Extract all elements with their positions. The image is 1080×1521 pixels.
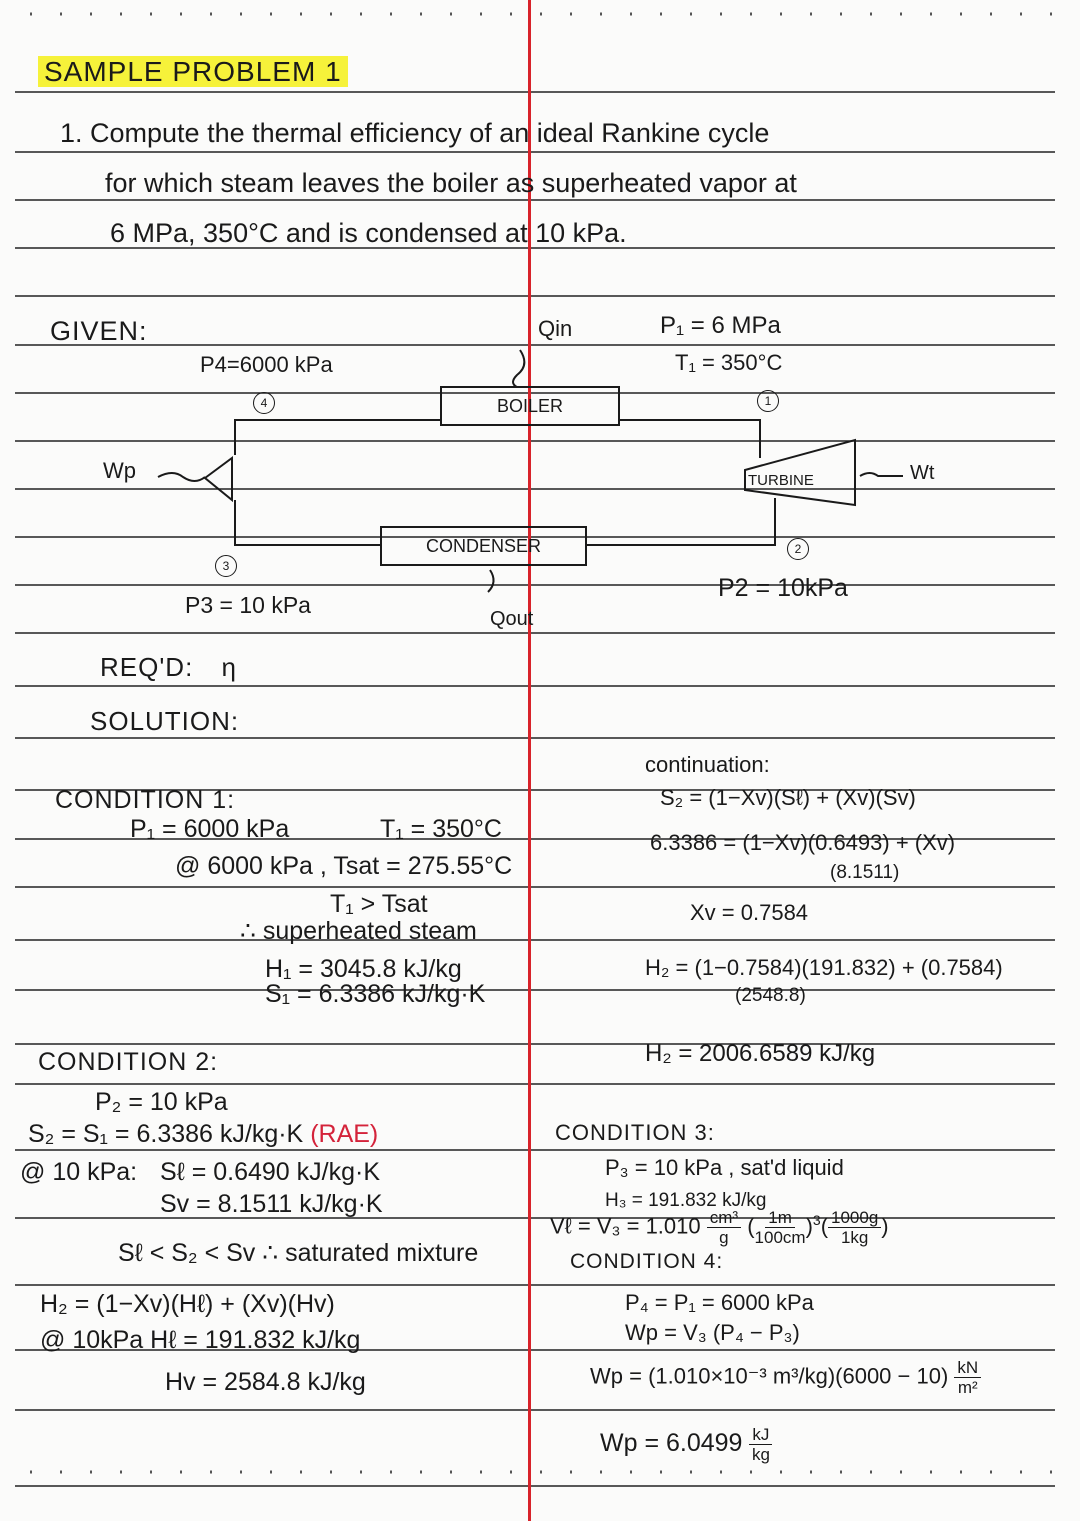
condition-4-wp-substitution: Wp = (1.010×10⁻³ m³/kg)(6000 − 10) $\frac{kN}{\text{m²}}$	[590, 1358, 981, 1397]
qin-label: Qin	[538, 316, 573, 341]
continuation-h2-substitution: H₂ = (1−0.7584)(191.832) + (0.7584)	[645, 955, 1003, 980]
condition-1-t1: T₁ = 350°C	[380, 815, 502, 843]
condition-1-heading: CONDITION 1:	[55, 786, 236, 814]
condition-2-h2-formula: H₂ = (1−Xv)(Hℓ) + (Xv)(Hv)	[40, 1290, 335, 1318]
condition-1-h1: H₁ = 3045.8 kJ/kg	[265, 955, 462, 983]
condition-3-heading: CONDITION 3:	[555, 1120, 715, 1145]
reqd-label: REQ'D: η	[100, 652, 238, 682]
condition-1-s1: S₁ = 6.3386 kJ/kg·K	[265, 980, 486, 1008]
condition-2-s2: S₂ = S₁ = 6.3386 kJ/kg·K (RAE)	[28, 1120, 379, 1148]
pump-shape	[205, 458, 232, 500]
problem-line-1: 1. Compute the thermal efficiency of an ideal Rankine cycle	[60, 118, 770, 148]
condition-1-conclusion: ∴ superheated steam	[240, 917, 477, 945]
state-1-marker: 1	[757, 390, 779, 412]
state-3-marker: 3	[215, 555, 237, 577]
page-title: SAMPLE PROBLEM 1	[38, 56, 348, 88]
condition-2-at-10kpa: @ 10 kPa:	[20, 1158, 138, 1186]
p4-label: P4=6000 kPa	[200, 352, 333, 377]
continuation-heading: continuation:	[645, 752, 770, 777]
given-label: GIVEN:	[50, 316, 148, 346]
continuation-xv: Xv = 0.7584	[690, 900, 809, 925]
condition-1-compare: T₁ > Tsat	[330, 890, 428, 918]
condition-4-p4: P₄ = P₁ = 6000 kPa	[625, 1290, 814, 1315]
qout-label: Qout	[490, 608, 534, 630]
state-4-marker: 4	[253, 392, 275, 414]
turbine-label: TURBINE	[748, 472, 814, 489]
problem-line-3: 6 MPa, 350°C and is condensed at 10 kPa.	[110, 218, 627, 248]
condition-3-v3: Vℓ = V₃ = 1.010 $\frac{\text{cm³}}{g}$ ( $\frac{1m}{100cm}$ )$^3$( $\frac{1000g}{1kg}$ )	[550, 1208, 889, 1247]
condition-4-heading: CONDITION 4:	[570, 1250, 724, 1273]
condition-2-sl: Sℓ = 0.6490 kJ/kg·K	[160, 1158, 381, 1186]
wp-label: Wp	[103, 458, 136, 483]
condition-2-p2: P₂ = 10 kPa	[95, 1088, 228, 1116]
solution-label: SOLUTION:	[90, 706, 240, 736]
condition-2-hv: Hv = 2584.8 kJ/kg	[165, 1368, 366, 1396]
condenser-box: CONDENSER	[380, 526, 587, 566]
continuation-h2-result: H₂ = 2006.6589 kJ/kg	[645, 1040, 876, 1067]
condition-3-p3: P₃ = 10 kPa , sat'd liquid	[605, 1155, 844, 1180]
p1-label: P₁ = 6 MPa	[660, 312, 781, 339]
wt-label: Wt	[910, 462, 935, 484]
condition-2-compare: Sℓ < S₂ < Sv ∴ saturated mixture	[118, 1239, 479, 1267]
continuation-s2-formula: S₂ = (1−Xv)(Sℓ) + (Xv)(Sv)	[660, 785, 916, 810]
condition-1-p1: P₁ = 6000 kPa	[130, 815, 290, 843]
t1-label: T₁ = 350°C	[675, 350, 783, 375]
state-2-marker: 2	[787, 538, 809, 560]
condition-3-h3: H₃ = 191.832 kJ/kg	[605, 1190, 767, 1211]
continuation-s2-substitution: 6.3386 = (1−Xv)(0.6493) + (Xv)	[650, 830, 956, 855]
continuation-h2-substitution-hv: (2548.8)	[735, 985, 806, 1006]
problem-line-2: for which steam leaves the boiler as superheated vapor at	[105, 168, 797, 198]
condition-4-wp-result: Wp = 6.0499 $\frac{kJ}{kg}$	[600, 1425, 772, 1464]
condition-4-wp-formula: Wp = V₃ (P₄ − P₃)	[625, 1320, 800, 1345]
condition-1-tsat: @ 6000 kPa , Tsat = 275.55°C	[175, 852, 513, 880]
continuation-s2-substitution-sv: (8.1511)	[830, 862, 900, 883]
condition-2-sv: Sv = 8.1511 kJ/kg·K	[160, 1190, 383, 1218]
boiler-box: BOILER	[440, 386, 620, 426]
condition-2-hl: @ 10kPa Hℓ = 191.832 kJ/kg	[40, 1326, 361, 1354]
p3-label: P3 = 10 kPa	[185, 592, 311, 618]
p2-label: P2 = 10kPa	[718, 574, 848, 602]
condition-2-heading: CONDITION 2:	[38, 1048, 219, 1076]
